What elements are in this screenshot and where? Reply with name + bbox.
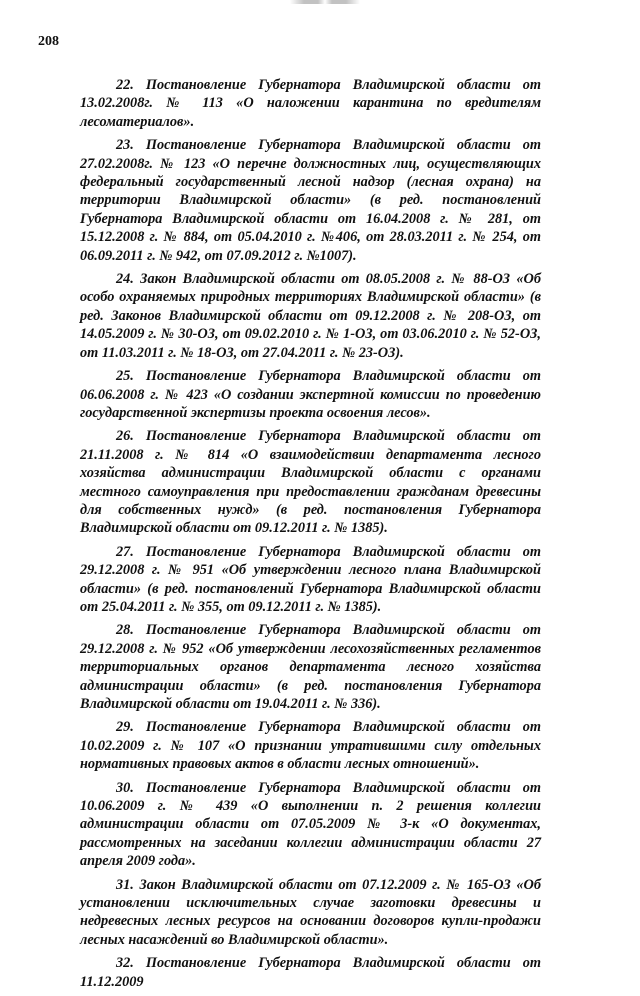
list-item-28: 28. Постановление Губернатора Владимирской области от 29.12.2008 г. № 952 «Об утверждении лесохозяйственных регламентов территориальных органов департамента лесного хозяйства администрации области» (в ред. постановления Губернатора Владимирской области от 19.04.2011 г. № 336). xyxy=(80,622,541,712)
list-item-31: 31. Закон Владимирской области от 07.12.2009 г. № 165-ОЗ «Об установлении исключительных случае заготовки древесины и недревесных лесных ресурсов на основании договоров купли-продажи лесных насаждений во Владимирской области». xyxy=(80,876,541,948)
list-item-26: 26. Постановление Губернатора Владимирской области от 21.11.2008 г. № 814 «О взаимодействии департамента лесного хозяйства администрации Владимирской области с органами местного самоуправления при предоставлении гражданам древесины для собственных нужд» (в ред. постановления Губернатора Владимирской области от 09.12.2011 г. № 1385). xyxy=(80,428,541,537)
page-number: 208 xyxy=(38,34,59,49)
list-item-23: 23. Постановление Губернатора Владимирской области от 27.02.2008г. № 123 «О перечне должностных лиц, осуществляющих федеральный государственный лесной надзор (лесная охрана) на территории Владимирской области» (в ред. постановлений Губернатора Владимирской области от 16.04.2008 г. № 281, от 15.12.2008 г. № 884, от 05.04.2010 г. №406, от 28.03.2011 г. № 254, от 06.09.2011 г. № 942, от 07.09.2012 г. №1007). xyxy=(80,137,541,264)
scan-artifact xyxy=(290,0,360,4)
list-item-27: 27. Постановление Губернатора Владимирской области от 29.12.2008 г. № 951 «Об утверждении лесного плана Владимирской области» (в ред. постановлений Губернатора Владимирской области от 25.04.2011 г. № 355, от 09.12.2011 г. № 1385). xyxy=(80,543,541,615)
list-item-24: 24. Закон Владимирской области от 08.05.2008 г. № 88-ОЗ «Об особо охраняемых природных территориях Владимирской области» (в ред. Законов Владимирской области от 09.12.2008 г. № 208-ОЗ, от 14.05.2009 г. № 30-ОЗ, от 09.02.2010 г. № 1-ОЗ, от 03.06.2010 г. № 52-ОЗ, от 11.03.2011 г. № 18-ОЗ, от 27.04.2011 г. № 23-ОЗ). xyxy=(80,271,541,361)
list-item-29: 29. Постановление Губернатора Владимирской области от 10.02.2009 г. № 107 «О признании утратившими силу отдельных нормативных правовых актов в области лесных отношений». xyxy=(80,719,541,773)
list-item-32: 32. Постановление Губернатора Владимирской области от 11.12.2009 xyxy=(80,955,541,990)
list-item-22: 22. Постановление Губернатора Владимирской области от 13.02.2008г. № 113 «О наложении карантина по вредителям лесоматериалов». xyxy=(80,77,541,130)
list-item-30: 30. Постановление Губернатора Владимирской области от 10.06.2009 г. № 439 «О выполнении п. 2 решения коллегии администрации области от 07.05.2009 № 3-к «О документах, рассмотренных на заседании коллегии администрации области 27 апреля 2009 года». xyxy=(80,779,541,870)
list-item-25: 25. Постановление Губернатора Владимирской области от 06.06.2008 г. № 423 «О создании экспертной комиссии по проведению государственной экспертизы проекта освоения лесов». xyxy=(80,368,541,421)
document-body xyxy=(80,76,541,996)
